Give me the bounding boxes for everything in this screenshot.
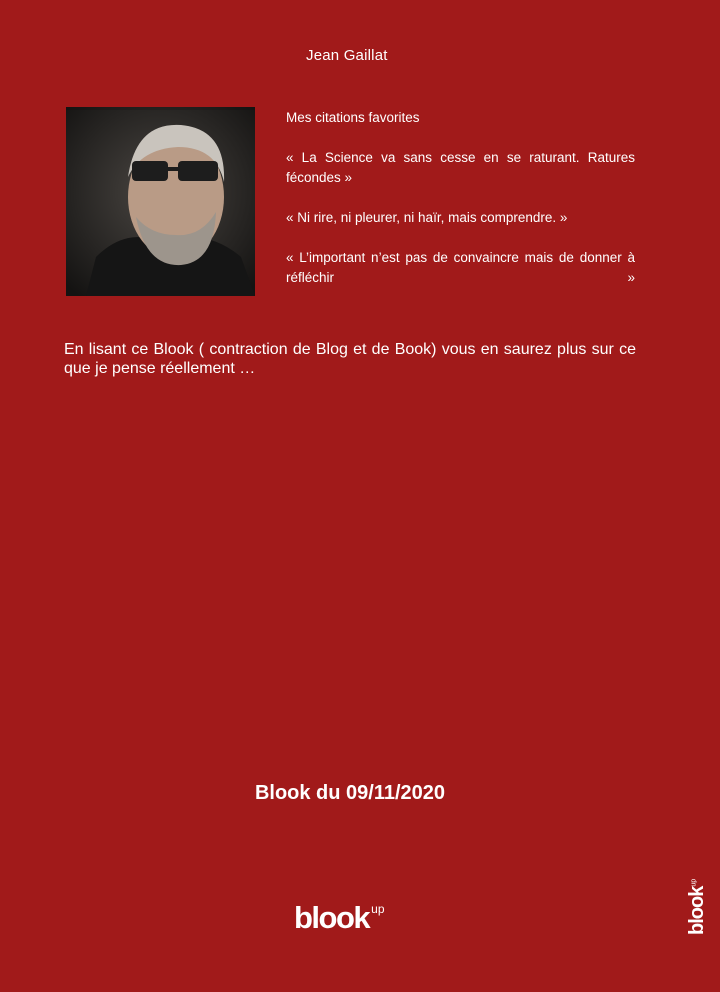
- quote-reflechir: « L’important n’est pas de convaincre mais de donner à réfléchir »: [286, 250, 635, 285]
- author-photo: [66, 107, 255, 296]
- blook-date: Blook du 09/11/2020: [254, 782, 446, 804]
- side-logo-suffix: up: [690, 878, 698, 887]
- side-logo-brand: blook: [686, 886, 708, 935]
- logo-brand: blook: [294, 900, 370, 935]
- intro-text: En lisant ce Blook ( contraction de Blog et de Book) vous en saurez plus sur ce que je pense réellement …: [64, 341, 636, 377]
- portrait-image: [66, 107, 255, 296]
- favorite-quotes: [286, 108, 635, 288]
- logo-suffix: up: [371, 901, 385, 916]
- side-blookup-logo: [686, 855, 709, 935]
- author-name: Jean Gaillat: [306, 47, 388, 64]
- quotes-heading: Mes citations favorites: [286, 110, 420, 125]
- quote-science: « La Science va sans cesse en se raturant. Ratures fécondes »: [286, 150, 635, 185]
- blookup-logo: [294, 900, 385, 936]
- quote-comprendre: « Ni rire, ni pleurer, ni haïr, mais comprendre. »: [286, 210, 568, 225]
